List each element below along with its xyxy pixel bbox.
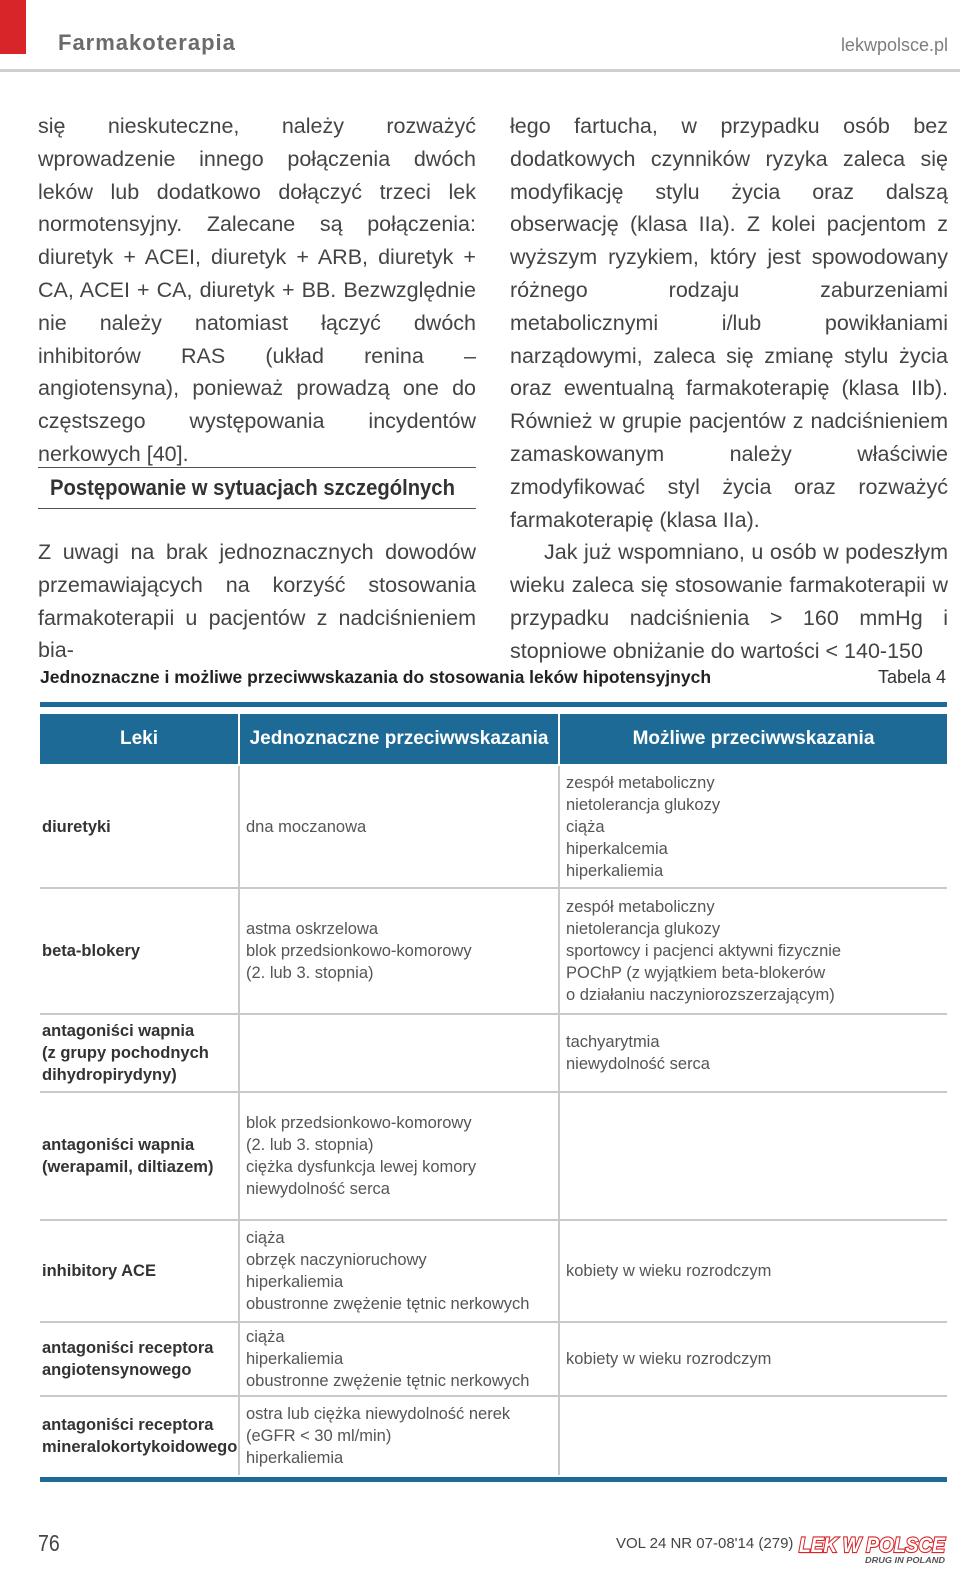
table-header-drugs: Leki (40, 714, 238, 764)
table-cell-line: (2. lub 3. stopnia) (246, 1136, 374, 1154)
table-cell-absolute (246, 1221, 554, 1321)
site-url[interactable]: lekwpolsce.pl (840, 35, 948, 55)
table-cell-line: (2. lub 3. stopnia) (246, 964, 374, 982)
table-cell-drug (42, 1015, 238, 1091)
column-divider (238, 1221, 240, 1321)
table-cell-line: hiperkaliemia (246, 1273, 344, 1291)
table-cell-possible (566, 1323, 944, 1395)
column-divider (558, 1093, 560, 1219)
table-cell-absolute (246, 1397, 554, 1475)
table-header-absolute: Jednoznaczne przeciwwskazania (240, 714, 558, 764)
section-title: Farmakoterapia (58, 30, 236, 55)
table-cell-drug (42, 1093, 238, 1219)
table-cell-absolute (246, 1323, 554, 1395)
table-bottom-bar (40, 1477, 947, 1482)
column-divider (238, 1093, 240, 1219)
left-column (38, 110, 476, 471)
table-cell-line: kobiety w wieku rozrodczym (566, 1262, 772, 1280)
table-cell-absolute (246, 1093, 554, 1219)
table-cell-line: blok przedsionkowo-komorowy (246, 1114, 472, 1132)
table-cell-line: obrzęk naczynioruchowy (246, 1251, 427, 1269)
table-cell-line: obustronne zwężenie tętnic nerkowych (246, 1372, 530, 1390)
column-divider (238, 1015, 240, 1091)
table-cell-line: sportowcy i pacjenci aktywni fizycznie (566, 942, 842, 960)
table-title: Jednoznaczne i możliwe przeciwwskazania do stosowania leków hipotensyjnych (40, 667, 712, 687)
table-cell-line: POChP (z wyjątkiem beta-blokerów (566, 964, 826, 982)
table-cell-line: antagoniści receptora (42, 1416, 214, 1434)
table-cell-line: zespół metaboliczny (566, 773, 715, 792)
table-cell-line: dihydropirydyny) (42, 1066, 177, 1084)
column-divider (238, 766, 240, 887)
header-divider (0, 69, 960, 72)
column-divider (558, 1323, 560, 1395)
table-cell-line: antagoniści wapnia (42, 1022, 195, 1040)
table-cell-line: hiperkalcemia (566, 839, 668, 858)
subheading: Postępowanie w sytuacjach szczególnych (50, 475, 455, 500)
table-cell-line: ostra lub ciężka niewydolność nerek (246, 1405, 511, 1423)
table-cell-line: mineralokortykoidowego (42, 1438, 238, 1456)
table-cell-drug (42, 1221, 238, 1321)
column-divider (558, 889, 560, 1013)
body-paragraph: Z uwagi na brak jednoznacznych dowodów przemawiających na korzyść stosowania farmakoterapii u pacjentów z nadciśnieniem bia- (38, 540, 476, 663)
table-cell-line: beta-blokery (42, 942, 141, 960)
table-cell-line: zespół metaboliczny (566, 898, 715, 916)
svg-text:DRUG IN POLAND: DRUG IN POLAND (865, 1556, 946, 1565)
table-cell-line: hiperkaliemia (246, 1350, 344, 1368)
subheading-box (38, 467, 476, 509)
table-cell-possible (566, 1015, 944, 1091)
table-cell-line: tachyarytmia (566, 1033, 660, 1051)
column-divider (558, 1221, 560, 1321)
table-header-possible: Możliwe przeciwwskazania (560, 714, 947, 764)
body-paragraph: łego fartucha, w przypadku osób bez dodatkowych czynników ryzyka zaleca się modyfikację stylu życia oraz dalszą obserwację (klasa IIa). Z kolei pacjentom z wyższym ryzykiem, który jest spowodowany różnego rodzaju zaburzeniami metabolicznymi i/lub powikłaniami narządowymi, zaleca się zmianę stylu życia oraz ewentualną farmakoterapię (klasa IIb). Również w grupie pacjentów z nadciśnieniem zamaskowanym należy właściwie zmodyfikować styl życia oraz rozważyć farmakoterapię (klasa IIa). (510, 114, 948, 532)
table-cell-line: diuretyki (42, 817, 111, 836)
table-top-bar (40, 702, 947, 707)
table-cell-line: inhibitory ACE (42, 1262, 156, 1280)
body-paragraph: się nieskuteczne, należy rozważyć wprowadzenie innego połączenia dwóch leków lub dodatkowo dołączyć trzeci lek normotensyjny. Zalecane są połączenia: diuretyk + ACEI, diuretyk + ARB, diuretyk + CA, ACEI + CA, diuretyk + BB. Bezwzględnie nie należy natomiast łączyć dwóch inhibitorów RAS (układ renina – angiotensyna), ponieważ prowadzą one do częstszego występowania incydentów nerkowych [40]. (38, 114, 476, 466)
table-cell-line: kobiety w wieku rozrodczym (566, 1350, 772, 1368)
table-cell-line: (werapamil, diltiazem) (42, 1158, 214, 1176)
column-divider (238, 889, 240, 1013)
table-cell-drug (42, 1323, 238, 1395)
column-divider (238, 1397, 240, 1475)
table-cell-possible (566, 889, 944, 1013)
table-cell-line: niewydolność serca (566, 1055, 710, 1073)
right-column (510, 110, 948, 668)
table-cell-line: (eGFR < 30 ml/min) (246, 1427, 392, 1445)
table-cell-possible (566, 766, 944, 887)
table-cell-line: blok przedsionkowo-komorowy (246, 942, 472, 960)
table-cell-drug (42, 766, 238, 887)
table-cell-absolute (246, 766, 554, 887)
table-cell-possible (566, 1093, 944, 1219)
table-cell-line: antagoniści receptora (42, 1339, 214, 1357)
column-divider (558, 766, 560, 887)
issue-info: VOL 24 NR 07-08'14 (279) (616, 1535, 794, 1552)
table-cell-drug (42, 1397, 238, 1475)
table-cell-line: nietolerancja glukozy (566, 795, 721, 814)
table-cell-line: hiperkaliemia (246, 1449, 344, 1467)
section-color-tab (0, 0, 26, 54)
logo-graphic (797, 1531, 949, 1565)
table-cell-line: (z grupy pochodnych (42, 1044, 209, 1062)
column-divider (558, 1397, 560, 1475)
publication-logo (797, 1531, 949, 1570)
page-number: 76 (38, 1530, 60, 1556)
table-cell-line: ciężka dysfunkcja lewej komory (246, 1158, 477, 1176)
table-cell-line: ciąża (246, 1328, 285, 1346)
table-label: Tabela 4 (877, 667, 946, 687)
svg-text:LEK W POLSCE: LEK W POLSCE (799, 1534, 946, 1557)
table-cell-line: antagoniści wapnia (42, 1136, 195, 1154)
table-cell-line: ciąża (566, 817, 605, 836)
table-cell-line: nietolerancja glukozy (566, 920, 721, 938)
table-cell-line: hiperkaliemia (566, 861, 664, 880)
table-cell-possible (566, 1221, 944, 1321)
table-cell-absolute (246, 889, 554, 1013)
table-cell-line: astma oskrzelowa (246, 920, 379, 938)
table-cell-absolute (246, 1015, 554, 1091)
table-cell-drug (42, 889, 238, 1013)
table-cell-line: niewydolność serca (246, 1180, 390, 1198)
table-cell-possible (566, 1397, 944, 1475)
table-cell-line: obustronne zwężenie tętnic nerkowych (246, 1295, 530, 1313)
table-cell-line: dna moczanowa (246, 817, 367, 836)
table-cell-line: angiotensynowego (42, 1361, 192, 1379)
table-cell-line: o działaniu naczyniorozszerzającym) (566, 986, 835, 1004)
column-divider (558, 1015, 560, 1091)
column-divider (238, 1323, 240, 1395)
table-cell-line: ciąża (246, 1229, 285, 1247)
body-paragraph: Jak już wspomniano, u osób w podeszłym wieku zaleca się stosowanie farmakoterapii w przypadku nadciśnienia > 160 mmHg i stopniowe obniżanie do wartości < 140-150 (510, 540, 948, 663)
